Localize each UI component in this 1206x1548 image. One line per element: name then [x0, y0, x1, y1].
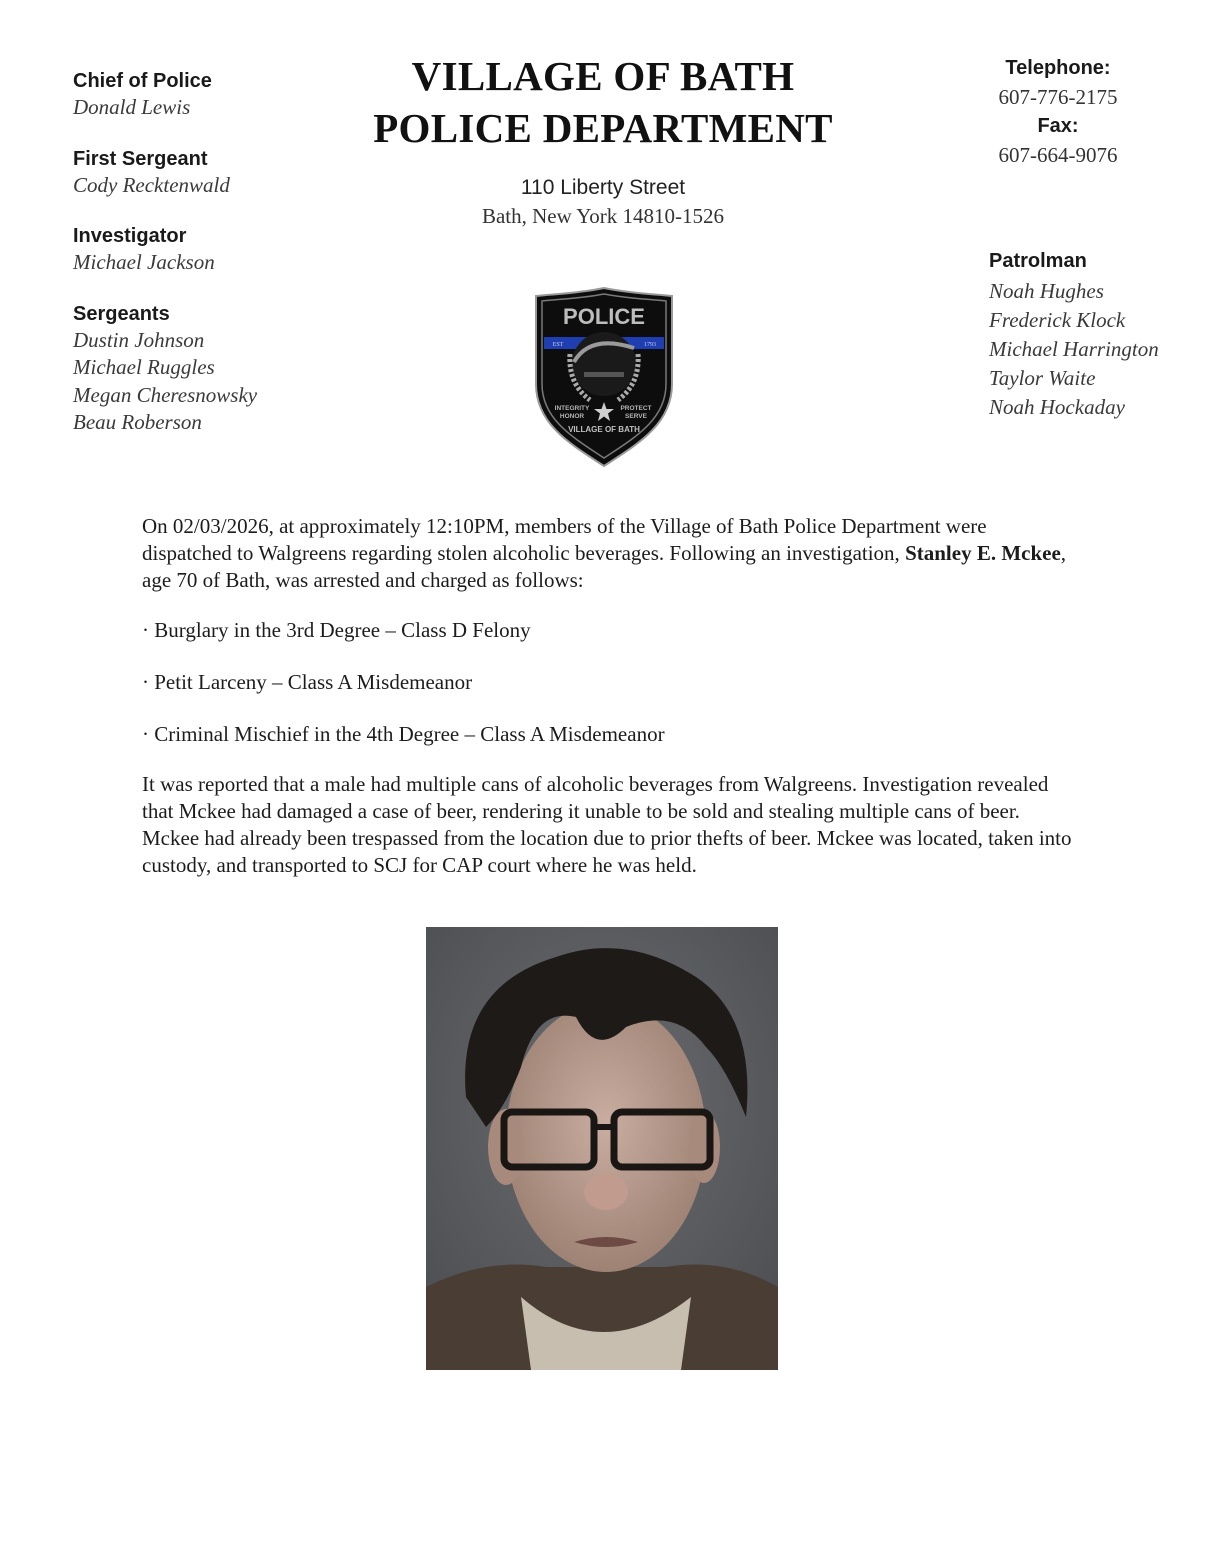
charge-item: · Criminal Mischief in the 4th Degree – Class A Misdemeanor [142, 722, 665, 746]
staff-name: Dustin Johnson [73, 327, 205, 352]
staff-name: Taylor Waite [989, 366, 1096, 390]
badge-bottom-text: VILLAGE OF BATH [568, 425, 640, 434]
role-title: Chief of Police [73, 70, 212, 92]
role-investigator [73, 223, 353, 277]
telephone-number: 607-776-2175 [998, 85, 1118, 109]
staff-name: Beau Roberson [73, 410, 202, 434]
booking-photo-image [426, 927, 778, 1370]
role-first-sergeant [73, 146, 353, 200]
fax-number: 607-664-9076 [998, 143, 1118, 167]
badge-motto-integrity: INTEGRITY [554, 405, 590, 412]
role-title: Patrolman [989, 250, 1087, 272]
role-chief [73, 68, 353, 122]
badge-est-left: EST [552, 342, 564, 348]
staff-name: Michael Harrington [989, 337, 1159, 361]
staff-name: Megan Cheresnowsky [73, 382, 258, 407]
staff-name: Cody Recktenwald [73, 172, 230, 197]
department-title-line2: POLICE DEPARTMENT [373, 105, 833, 151]
fax-label: Fax: [1037, 115, 1079, 137]
staff-list-left [73, 68, 353, 461]
report-narrative: It was reported that a male had multiple cans of alcoholic beverages from Walgreens. Investigation revealed that Mckee had damaged a case of beer, rendering it unable to be sold and stealing multiple cans of beer. Mckee had already been trespassed from the location due to prior thefts of beer. Mckee was located, taken into custody, and transported to SCJ for CAP court where he was held. [142, 772, 1072, 877]
booking-photo [426, 927, 778, 1370]
contact-info [978, 54, 1138, 170]
staff-name: Noah Hockaday [989, 395, 1125, 419]
badge-motto-protect: PROTECT [620, 405, 652, 412]
charge-item: · Burglary in the 3rd Degree – Class D Felony [142, 618, 531, 642]
charges-list [142, 617, 1072, 773]
staff-name: Michael Jackson [73, 250, 215, 274]
charge-item: · Petit Larceny – Class A Misdemeanor [142, 670, 473, 694]
address-city: Bath, New York 14810-1526 [481, 204, 725, 228]
staff-name: Noah Hughes [989, 279, 1104, 303]
report-intro [142, 513, 1072, 594]
intro-text: On 02/03/2026, at approximately 12:10PM, members of the Village of Bath Police Department were dispatched to Walgreens regarding stolen alcoholic beverages. Following an investigation, [142, 514, 987, 565]
intro-text-end: , age 70 of Bath, was arrested and charged as follows: [142, 541, 1067, 592]
telephone-label: Telephone: [1005, 57, 1111, 79]
department-title-line1: VILLAGE OF BATH [411, 53, 795, 99]
badge-est-right: 1793 [644, 342, 656, 348]
address-street: 110 Liberty Street [520, 176, 686, 199]
badge-motto-honor: HONOR [559, 413, 585, 420]
staff-name: Frederick Klock [989, 308, 1126, 332]
role-title: Investigator [73, 225, 187, 247]
badge-top-text: POLICE [563, 304, 645, 329]
staff-name: Donald Lewis [73, 95, 191, 119]
staff-list-right [989, 248, 1199, 422]
role-sergeants [73, 301, 353, 437]
suspect-name: Stanley E. Mckee [905, 541, 1061, 565]
police-badge-icon [530, 284, 678, 468]
staff-name: Michael Ruggles [73, 355, 215, 379]
badge-motto-serve: SERVE [625, 413, 647, 420]
role-title: First Sergeant [73, 147, 208, 170]
role-title: Sergeants [73, 302, 170, 325]
letterhead [330, 50, 876, 230]
